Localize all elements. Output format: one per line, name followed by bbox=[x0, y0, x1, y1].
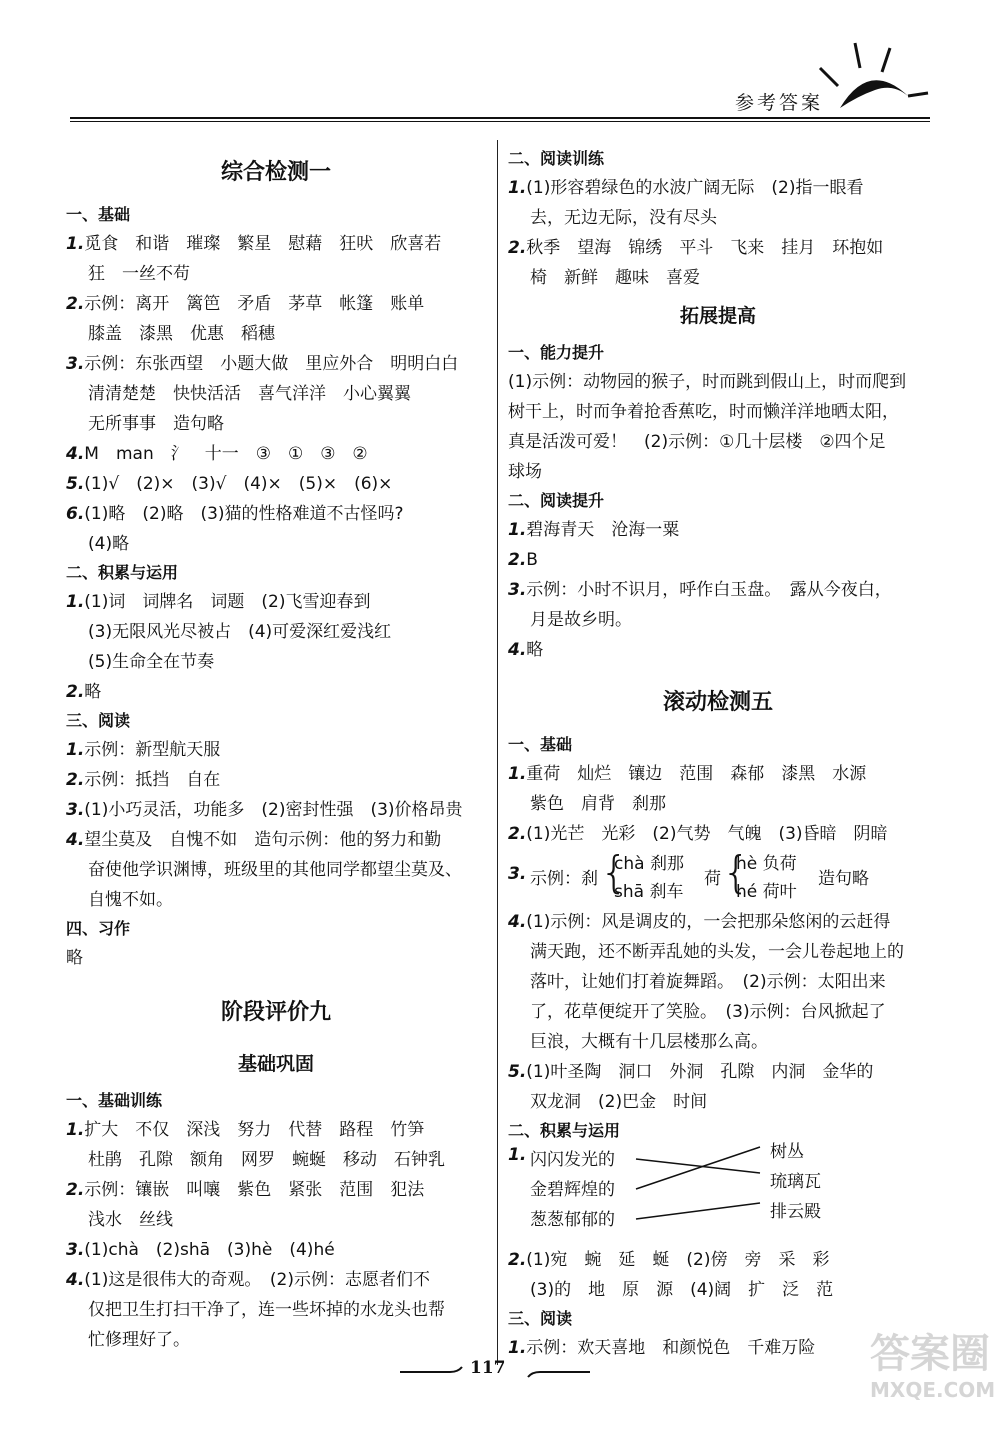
polyphone-answer bbox=[508, 849, 928, 907]
item-number: 4. bbox=[66, 1270, 85, 1290]
answer-line: 无所事事 造句略 bbox=[88, 414, 224, 434]
page-number-left-ornament-icon bbox=[400, 1366, 465, 1378]
answer-line: 球场 bbox=[508, 462, 542, 482]
answer-line: 巨浪，大概有十几层楼那么高。 bbox=[530, 1032, 768, 1052]
answer-text: (1)这是很伟大的奇观。 (2)示例：志愿者们不 bbox=[84, 1270, 430, 1290]
left-column bbox=[66, 145, 486, 1355]
section-heading: 三、阅读 bbox=[508, 1309, 573, 1328]
answer-line: (3)的 地 原 源 (4)阔 扩 泛 范 bbox=[530, 1280, 834, 1300]
answer-text: 碧海青天 沧海一粟 bbox=[526, 520, 680, 540]
answer-line: (3)无限风光尽被占 (4)可爱深红爱浅红 bbox=[88, 622, 392, 642]
answer-line bbox=[66, 439, 486, 469]
item-number: 2. bbox=[508, 238, 527, 258]
item-number: 5. bbox=[66, 474, 85, 494]
section-heading: 一、能力提升 bbox=[508, 343, 605, 362]
answer-text: 略 bbox=[526, 640, 544, 660]
watermark-url: MXQE.COM bbox=[870, 1378, 996, 1402]
section-subtitle: 拓展提高 bbox=[679, 305, 756, 327]
item-number: 2. bbox=[508, 1250, 527, 1270]
section-heading: 二、阅读训练 bbox=[508, 149, 605, 168]
answer-line: 椅 新鲜 趣味 喜爱 bbox=[530, 268, 700, 288]
answer-text: 示例：刹 bbox=[530, 869, 598, 889]
answer-line bbox=[508, 1333, 928, 1363]
answer-text: (1)示例：风是调皮的，一会把那朵悠闲的云赶得 bbox=[526, 912, 891, 932]
match-left-item: 金碧辉煌的 bbox=[530, 1180, 615, 1200]
answer-text: 荷 bbox=[704, 869, 721, 889]
item-number: 3. bbox=[66, 1240, 85, 1260]
answer-text: 示例：东张西望 小题大做 里应外合 明明白白 bbox=[84, 354, 459, 374]
answer-text: 扩大 不仅 深浅 努力 代替 路程 竹笋 bbox=[84, 1120, 425, 1140]
pinyin-reading: hé 荷叶 bbox=[736, 882, 797, 902]
section-subtitle: 基础巩固 bbox=[237, 1053, 314, 1075]
answer-line: 略 bbox=[66, 948, 83, 968]
pinyin-reading: hè 负荷 bbox=[736, 854, 797, 874]
answer-line bbox=[508, 545, 928, 575]
item-number: 1. bbox=[66, 234, 85, 254]
match-right-item: 排云殿 bbox=[770, 1202, 821, 1222]
item-number: 3. bbox=[508, 864, 527, 884]
answer-line: 清清楚楚 快快活活 喜气洋洋 小心翼翼 bbox=[88, 384, 411, 404]
answer-line bbox=[66, 735, 486, 765]
answer-text: (1)形容碧绿色的水波广阔无际 (2)指一眼看 bbox=[526, 178, 864, 198]
answer-line bbox=[66, 587, 486, 617]
item-number: 3. bbox=[508, 580, 527, 600]
answer-line: 忙修理好了。 bbox=[88, 1330, 190, 1350]
answer-line bbox=[508, 635, 928, 665]
answer-line: 奋使他学识渊博，班级里的其他同学都望尘莫及、 bbox=[88, 860, 462, 880]
header-rule-thin bbox=[70, 121, 930, 122]
section-title: 滚动检测五 bbox=[662, 690, 773, 715]
answer-line: 狂 一丝不苟 bbox=[88, 264, 190, 284]
answer-text: (1)小巧灵活，功能多 (2)密封性强 (3)价格昂贵 bbox=[84, 800, 463, 820]
item-number: 5. bbox=[508, 1062, 527, 1082]
answer-line: 仅把卫生打扫干净了，连一些坏掉的水龙头也帮 bbox=[88, 1300, 445, 1320]
answer-text: (1)词 词牌名 词题 (2)飞雪迎春到 bbox=[84, 592, 371, 612]
item-number: 1. bbox=[508, 1145, 527, 1165]
answer-text: 示例：抵挡 自在 bbox=[84, 770, 221, 790]
item-number: 1. bbox=[66, 1120, 85, 1140]
answer-text: 示例：小时不识月，呼作白玉盘。 露从今夜白， bbox=[526, 580, 892, 600]
item-number: 2. bbox=[508, 550, 527, 570]
answer-line: 去，无边无际，没有尽头 bbox=[530, 208, 717, 228]
section-heading: 二、积累与运用 bbox=[508, 1121, 621, 1140]
pinyin-reading: shā 刹车 bbox=[614, 882, 684, 902]
answer-line bbox=[508, 907, 928, 937]
answer-line: 真是活泼可爱！ (2)示例：①几十层楼 ②四个足 bbox=[508, 432, 886, 452]
answer-text: B bbox=[526, 550, 538, 570]
answer-line bbox=[508, 233, 928, 263]
section-heading: 三、阅读 bbox=[66, 711, 131, 730]
section-heading: 二、积累与运用 bbox=[66, 563, 179, 582]
answer-text: 示例：离开 篱笆 矛盾 茅草 帐篷 账单 bbox=[84, 294, 425, 314]
watermark bbox=[870, 1330, 996, 1402]
header-rule bbox=[70, 117, 930, 119]
item-number: 2. bbox=[66, 294, 85, 314]
answer-text: 造句略 bbox=[818, 869, 869, 889]
answer-text: 示例：新型航天服 bbox=[84, 740, 221, 760]
answer-line bbox=[66, 289, 486, 319]
answer-text: 示例：镶嵌 叫嚷 紫色 紧张 范围 犯法 bbox=[84, 1180, 425, 1200]
answer-line bbox=[508, 1245, 928, 1275]
section-heading: 一、基础训练 bbox=[66, 1091, 163, 1110]
item-number: 4. bbox=[66, 830, 85, 850]
answer-line bbox=[66, 765, 486, 795]
item-number: 3. bbox=[66, 354, 85, 374]
answer-text: M man 氵 十一 ③ ① ③ ② bbox=[84, 444, 368, 464]
answer-line: 落叶，让她们打着旋舞蹈。 (2)示例：太阳出来 bbox=[530, 972, 886, 992]
answer-text: (1)chà (2)shā (3)hè (4)hé bbox=[84, 1240, 335, 1260]
right-column bbox=[508, 145, 928, 1363]
answer-text: 觅食 和谐 璀璨 繁星 慰藉 狂吠 欣喜若 bbox=[84, 234, 442, 254]
match-right-item: 琉璃瓦 bbox=[770, 1172, 821, 1192]
section-title: 阶段评价九 bbox=[220, 1000, 331, 1025]
answer-text: (1)宛 蜿 延 蜒 (2)傍 旁 采 彩 bbox=[526, 1250, 830, 1270]
item-number: 1. bbox=[508, 178, 527, 198]
answer-line bbox=[66, 499, 486, 529]
answer-line: 紫色 肩背 刹那 bbox=[530, 794, 666, 814]
answer-line bbox=[66, 229, 486, 259]
answer-line bbox=[508, 759, 928, 789]
answer-line: 膝盖 漆黑 优惠 稻穗 bbox=[88, 324, 275, 344]
answer-text: (1)光芒 光彩 (2)气势 气魄 (3)昏暗 阴暗 bbox=[526, 824, 888, 844]
answer-line bbox=[508, 515, 928, 545]
section-heading: 一、基础 bbox=[508, 735, 573, 754]
page-number-right-ornament-icon bbox=[525, 1366, 590, 1378]
section-heading: 一、基础 bbox=[66, 205, 131, 224]
answer-line: (1)示例：动物园的猴子，时而跳到假山上，时而爬到 bbox=[508, 372, 907, 392]
answer-line: 杜鹃 孔隙 额角 网罗 蜿蜒 移动 石钟乳 bbox=[88, 1150, 445, 1170]
answer-line bbox=[508, 1057, 928, 1087]
answer-line bbox=[66, 1265, 486, 1295]
item-number: 4. bbox=[508, 912, 527, 932]
answer-text: (1)√ (2)× (3)√ (4)× (5)× (6)× bbox=[84, 474, 393, 494]
match-line bbox=[636, 1159, 760, 1173]
answer-line: (4)略 bbox=[88, 534, 130, 554]
brace-icon: { bbox=[600, 847, 628, 898]
item-number: 1. bbox=[508, 764, 527, 784]
pinyin-reading: chà 刹那 bbox=[614, 854, 684, 874]
answer-line bbox=[66, 677, 486, 707]
answer-line: (5)生命全在节奏 bbox=[88, 652, 215, 672]
item-number: 2. bbox=[508, 824, 527, 844]
column-divider bbox=[497, 140, 498, 1365]
answer-line: 自愧不如。 bbox=[88, 890, 173, 910]
item-number: 4. bbox=[66, 444, 85, 464]
answer-line: 月是故乡明。 bbox=[530, 610, 632, 630]
answer-line: 了，花草便绽开了笑脸。 (3)示例：台风掀起了 bbox=[530, 1002, 886, 1022]
match-line bbox=[636, 1203, 760, 1219]
section-heading: 二、阅读提升 bbox=[508, 491, 605, 510]
answer-line bbox=[66, 1115, 486, 1145]
answer-text: 略 bbox=[84, 682, 102, 702]
matching-exercise bbox=[508, 1142, 928, 1245]
answer-line bbox=[508, 819, 928, 849]
answer-line: 浅水 丝线 bbox=[88, 1210, 173, 1230]
match-line bbox=[636, 1147, 760, 1189]
answer-line bbox=[508, 173, 928, 203]
item-number: 2. bbox=[66, 770, 85, 790]
page-number: 117 bbox=[470, 1358, 506, 1378]
item-number: 3. bbox=[66, 800, 85, 820]
item-number: 4. bbox=[508, 640, 527, 660]
answer-line: 树干上，时而争着抢香蕉吃，时而懒洋洋地晒太阳， bbox=[508, 402, 899, 422]
match-left-item: 闪闪发光的 bbox=[530, 1150, 615, 1170]
answer-text: 望尘莫及 自愧不如 造句示例：他的努力和勤 bbox=[84, 830, 442, 850]
answer-line: 双龙洞 (2)巴金 时间 bbox=[530, 1092, 708, 1112]
answer-text: 示例：欢天喜地 和颜悦色 千难万险 bbox=[526, 1338, 816, 1358]
match-left-item: 葱葱郁郁的 bbox=[530, 1210, 615, 1230]
brace-icon: { bbox=[722, 847, 750, 898]
item-number: 2. bbox=[66, 1180, 85, 1200]
matching-lines bbox=[508, 1145, 928, 1245]
answer-line bbox=[508, 575, 928, 605]
item-number: 1. bbox=[66, 592, 85, 612]
answer-line bbox=[66, 795, 486, 825]
item-number: 1. bbox=[508, 1338, 527, 1358]
item-number: 1. bbox=[66, 740, 85, 760]
item-number: 2. bbox=[66, 682, 85, 702]
section-title: 综合检测一 bbox=[220, 160, 331, 185]
answer-text: 秋季 望海 锦绣 平斗 飞来 挂月 环抱如 bbox=[526, 238, 884, 258]
answer-line bbox=[66, 1175, 486, 1205]
answer-line bbox=[66, 349, 486, 379]
section-heading: 四、习作 bbox=[66, 919, 131, 938]
answer-text: (1)略 (2)略 (3)猫的性格难道不古怪吗? bbox=[84, 504, 404, 524]
item-number: 1. bbox=[508, 520, 527, 540]
answer-line bbox=[66, 469, 486, 499]
answer-text: 重荷 灿烂 镶边 范围 森郁 漆黑 水源 bbox=[526, 764, 867, 784]
answer-text: (1)叶圣陶 洞口 外洞 孔隙 内洞 金华的 bbox=[526, 1062, 874, 1082]
answer-line bbox=[66, 825, 486, 855]
answer-line bbox=[66, 1235, 486, 1265]
item-number: 6. bbox=[66, 504, 85, 524]
answer-line: 满天跑，还不断弄乱她的头发，一会儿卷起地上的 bbox=[530, 942, 904, 962]
watermark-logo: 答案圈 bbox=[870, 1331, 990, 1377]
header-label: 参考答案 bbox=[735, 92, 824, 114]
match-right-item: 树丛 bbox=[770, 1142, 804, 1162]
